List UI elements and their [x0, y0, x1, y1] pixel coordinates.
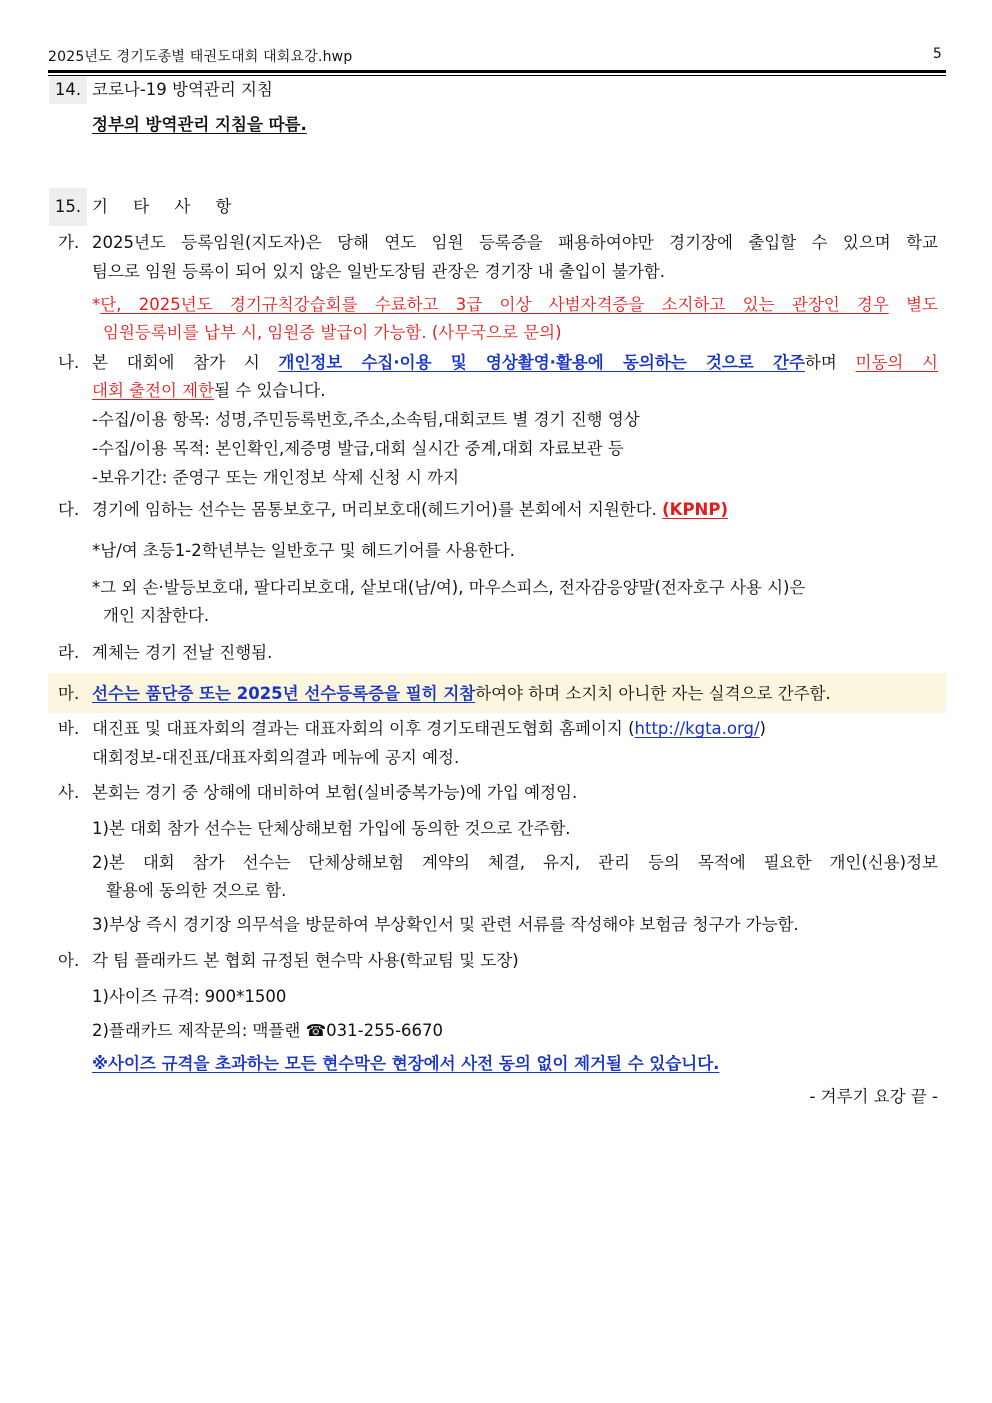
item-ga-line2: 팀으로 임원 등록이 되어 있지 않은 일반도장팀 관장은 경기장 내 출입이 불가함.: [92, 262, 665, 281]
item-ba-line2: 대회정보-대진표/대표자회의결과 메뉴에 공지 예정.: [92, 748, 460, 767]
item-na-info-items: -수집/이용 항목: 성명,주민등록번호,주소,소속팀,대회코트 별 경기 진행 영상: [92, 410, 640, 429]
item-sa-sub2-line2: 활용에 동의한 것으로 함.: [106, 881, 287, 900]
page-number: 5: [932, 46, 942, 62]
item-da-note3: 개인 지참한다.: [103, 606, 210, 625]
item-na-info-purpose: -수집/이용 목적: 본인확인,제증명 발급,대회 실시간 중계,대회 자료보관 등: [92, 439, 624, 458]
section-14-number: 14.: [49, 76, 87, 104]
item-sa-sub1: 1)본 대회 참가 선수는 단체상해보험 가입에 동의한 것으로 간주함.: [92, 819, 571, 838]
item-ba-line1: 대진표 및 대표자회의 결과는 대표자회의 이후 경기도태권도협회 홈페이지 (http://kgta.org/): [92, 719, 766, 738]
item-sa-line1: 본회는 경기 중 상해에 대비하여 보험(실비중복가능)에 가입 예정임.: [92, 783, 578, 802]
item-ga-note-line1: *단, 2025년도 경기규칙강습회를 수료하고 3급 이상 사범자격증을 소지하고 있는 관장인 경우 별도: [92, 295, 938, 314]
item-na-line1: 본 대회에 참가 시 개인정보 수집·이용 및 영상촬영·활용에 동의하는 것으로 간주하며 미동의 시: [92, 353, 938, 372]
item-sa-sub3: 3)부상 즉시 경기장 의무석을 방문하여 부상확인서 및 관련 서류를 작성해야 보험금 청구가 가능함.: [92, 915, 799, 934]
item-ga-note-line2: 임원등록비를 납부 시, 임원증 발급이 가능함. (사무국으로 문의): [103, 323, 562, 342]
item-ga-note-underlined: 단, 2025년도 경기규칙강습회를 수료하고 3급 이상 사범자격증을 소지하고 있는 관장인 경우: [100, 295, 889, 314]
phone-icon: ☎: [305, 1021, 327, 1040]
header-rule-thin: [48, 75, 946, 76]
item-ra-line1: 계체는 경기 전날 진행됨.: [92, 643, 273, 662]
item-ba-mark: 바.: [58, 719, 80, 738]
item-da-mark: 다.: [58, 500, 80, 519]
item-da-note1: *남/여 초등1-2학년부는 일반호구 및 헤드기어를 사용한다.: [92, 541, 515, 560]
document-end-marker: - 겨루기 요강 끝 -: [809, 1087, 938, 1106]
item-a-mark: 아.: [58, 951, 80, 970]
item-na-info-retention: -보유기간: 준영구 또는 개인정보 삭제 신청 시 까지: [92, 468, 460, 487]
item-a-sub1: 1)사이즈 규격: 900*1500: [92, 987, 287, 1006]
section-15-title: 기 타 사 항: [92, 197, 232, 216]
item-da-note2: *그 외 손·발등보호대, 팔다리보호대, 샅보대(남/여), 마우스피스, 전자감응양말(전자호구 사용 시)은: [92, 578, 806, 597]
page-header: [48, 44, 944, 66]
non-consent-warning: 미동의 시: [855, 353, 938, 372]
item-ga-mark: 가.: [58, 233, 80, 252]
consent-notice: 개인정보 수집·이용 및 영상촬영·활용에 동의하는 것으로 간주: [278, 353, 805, 372]
section-14-title: 코로나-19 방역관리 지침: [92, 80, 273, 99]
item-ma-line1: 선수는 품단증 또는 2025년 선수등록증을 필히 지참하여야 하며 소지치 아니한 자는 실격으로 간주함.: [92, 684, 831, 703]
item-da-line1: 경기에 임하는 선수는 몸통보호구, 머리보호대(헤드기어)를 본회에서 지원한다. (KPNP): [92, 500, 729, 519]
item-ma-mark: 마.: [58, 684, 80, 703]
item-a-sub2: 2)플래카드 제작문의: 맥플랜 ☎031-255-6670: [92, 1021, 444, 1040]
section-15-number: 15.: [49, 188, 87, 226]
kgta-homepage-link[interactable]: http://kgta.org/: [634, 719, 760, 738]
item-na-mark: 나.: [58, 353, 80, 372]
header-rule: [48, 70, 946, 73]
item-na-line2: 대회 출전이 제한될 수 있습니다.: [92, 381, 326, 400]
item-ra-mark: 라.: [58, 643, 80, 662]
item-sa-mark: 사.: [58, 783, 80, 802]
item-sa-sub2-line1: 2)본 대회 참가 선수는 단체상해보험 계약의 체결, 유지, 관리 등의 목적에 필요한 개인(신용)정보: [92, 853, 938, 872]
item-a-line1: 각 팀 플래카드 본 협회 규정된 현수막 사용(학교팀 및 도장): [92, 951, 519, 970]
item-ga-line1: 2025년도 등록임원(지도자)은 당해 연도 임원 등록증을 패용하여야만 경기장에 출입할 수 있으며 학교: [92, 233, 938, 252]
section-14-body: 정부의 방역관리 지침을 따름.: [92, 115, 307, 134]
banner-size-warning: ※사이즈 규격을 초과하는 모든 현수막은 현장에서 사전 동의 없이 제거될 수 있습니다.: [92, 1054, 720, 1073]
required-documents-notice: 선수는 품단증 또는 2025년 선수등록증을 필히 지참: [92, 684, 476, 703]
document-filename: 2025년도 경기도종별 태권도대회 대회요강.hwp: [48, 49, 353, 65]
kpnp-label: (KPNP): [662, 500, 729, 519]
